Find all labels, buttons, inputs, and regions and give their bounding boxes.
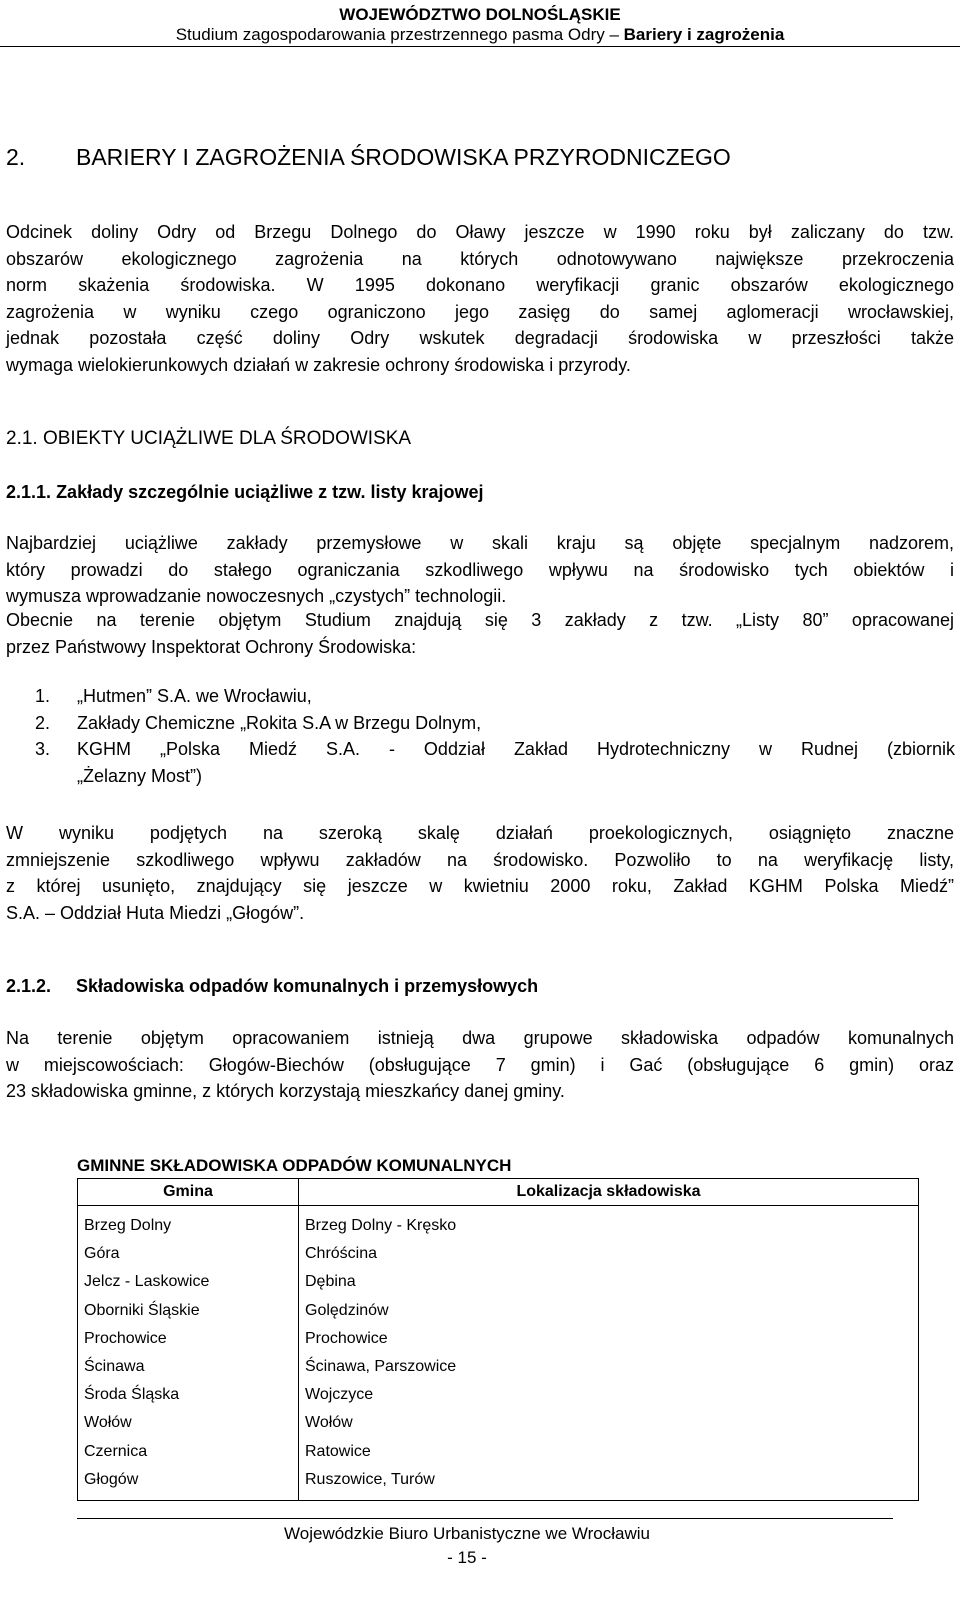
table-cell: Ruszowice, Turów xyxy=(299,1466,919,1501)
section-title: Zakłady szczególnie uciążliwe z tzw. listy krajowej xyxy=(56,482,484,502)
table-cell: Ścinawa, Parszowice xyxy=(299,1353,919,1381)
table-cell: Prochowice xyxy=(78,1325,299,1353)
table-row xyxy=(78,1466,919,1501)
table-cell: Wołów xyxy=(78,1409,299,1437)
table-cell: Jelcz - Laskowice xyxy=(78,1268,299,1296)
text-line: jednak pozostała część doliny Odry wskutek degradacji środowiska w przeszłości także xyxy=(6,328,954,348)
chapter-heading xyxy=(6,143,731,171)
text-line: S.A. – Oddział Huta Miedzi „Głogów”. xyxy=(6,902,305,923)
text-line: W wyniku podjętych na szeroką skalę działań proekologicznych, osiągnięto znaczne xyxy=(6,823,954,843)
section-number: 2.1. xyxy=(6,428,38,449)
text-line: wymusza wprowadzanie nowoczesnych „czystych” technologii. xyxy=(6,586,507,606)
table-cell: Oborniki Śląskie xyxy=(78,1297,299,1325)
section-number: 2.1.2. xyxy=(6,976,52,996)
landfills-table xyxy=(77,1178,919,1501)
paragraph-supervision xyxy=(6,530,954,610)
table-cell: Głogów xyxy=(78,1466,299,1501)
list-text: „Żelazny Most”) xyxy=(77,765,203,786)
table-cell: Golędzinów xyxy=(299,1297,919,1325)
list-item xyxy=(35,683,955,710)
table-title: GMINNE SKŁADOWISKA ODPADÓW KOMUNALNYCH xyxy=(77,1156,512,1175)
table-cell: Chróścina xyxy=(299,1240,919,1268)
text-line: norm skażenia środowiska. W 1995 dokonano weryfikacji granic obszarów ekologicznego xyxy=(6,275,954,295)
list-text: „Hutmen” S.A. we Wrocławiu, xyxy=(77,686,312,706)
table-row xyxy=(78,1353,919,1381)
list-text: KGHM „Polska Miedź S.A. - Oddział Zakład Hydrotechniczny w Rudnej (zbiornik xyxy=(77,739,955,759)
section-2-1-heading xyxy=(6,427,411,451)
table-cell: Dębina xyxy=(299,1268,919,1296)
header-rule xyxy=(0,46,960,47)
header-section: Bariery i zagrożenia xyxy=(623,25,785,44)
chapter-number: 2. xyxy=(6,144,26,170)
paragraph-list-80 xyxy=(6,607,954,660)
table-row xyxy=(78,1268,919,1296)
table-row xyxy=(78,1381,919,1409)
text-line: Odcinek doliny Odry od Brzegu Dolnego do Oławy jeszcze w 1990 roku był zaliczany do tzw. xyxy=(6,222,954,242)
header-region: WOJEWÓDZTWO DOLNOŚLĄSKIE xyxy=(339,5,621,24)
text-line: zagrożenia w wyniku czego ograniczono jego zasięg do samej aglomeracji wrocławskiej, xyxy=(6,301,954,322)
text-line: przez Państwowy Inspektorat Ochrony Środowiska: xyxy=(6,636,417,657)
paragraph-landfills xyxy=(6,1025,954,1105)
header-study-title: Studium zagospodarowania przestrzennego pasma Odry – xyxy=(175,25,619,44)
table-cell: Brzeg Dolny xyxy=(78,1206,299,1241)
column-header-gmina: Gmina xyxy=(78,1179,299,1206)
table-row xyxy=(78,1206,919,1241)
table-cell: Wołów xyxy=(299,1409,919,1437)
table-cell: Czernica xyxy=(78,1438,299,1466)
text-line: obszarów ekologicznego zagrożenia na których odnotowywano największe przekroczenia xyxy=(6,248,954,269)
text-line: który prowadzi do stałego ograniczania szkodliwego wpływu na środowisko tych obiektów i xyxy=(6,559,954,580)
header-study xyxy=(0,24,960,46)
footer-office: Wojewódzkie Biuro Urbanistyczne we Wrocławiu xyxy=(284,1524,650,1543)
table-header-row xyxy=(78,1179,919,1206)
section-number: 2.1.1. xyxy=(6,482,52,502)
table-cell: Wojczyce xyxy=(299,1381,919,1409)
table-cell: Góra xyxy=(78,1240,299,1268)
column-header-location: Lokalizacja składowiska xyxy=(299,1179,919,1206)
table-row xyxy=(78,1438,919,1466)
text-line: Obecnie na terenie objętym Studium znajdują się 3 zakłady z tzw. „Listy 80” opracowanej xyxy=(6,610,954,630)
page-number: - 15 - xyxy=(447,1548,487,1567)
list-item xyxy=(35,710,955,737)
section-2-1-2-heading xyxy=(6,974,538,998)
list-text: Zakłady Chemiczne „Rokita S.A w Brzegu Dolnym, xyxy=(77,712,482,733)
text-line: Na terenie objętym opracowaniem istnieją dwa grupowe składowiska odpadów komunalnych xyxy=(6,1028,954,1048)
text-line: wymaga wielokierunkowych działań w zakresie ochrony środowiska i przyrody. xyxy=(6,354,631,375)
table-cell: Prochowice xyxy=(299,1325,919,1353)
text-line: zmniejszenie szkodliwego wpływu zakładów na środowisko. Pozwoliło to na weryfikację listy, xyxy=(6,849,954,870)
text-line: Najbardziej uciążliwe zakłady przemysłowe w skali kraju są objęte specjalnym nadzorem, xyxy=(6,533,954,553)
table-row xyxy=(78,1297,919,1325)
plants-list xyxy=(35,683,955,789)
table-cell: Ratowice xyxy=(299,1438,919,1466)
section-title: OBIEKTY UCIĄŻLIWE DLA ŚRODOWISKA xyxy=(42,428,412,449)
paragraph-results xyxy=(6,820,954,926)
list-number: 2. xyxy=(35,712,51,733)
table-row xyxy=(78,1409,919,1437)
text-line: 23 składowiska gminne, z których korzystają mieszkańcy danej gminy. xyxy=(6,1081,565,1101)
table-row xyxy=(78,1325,919,1353)
table-cell: Środa Śląska xyxy=(78,1381,299,1409)
footer-rule xyxy=(77,1518,893,1519)
intro-paragraph xyxy=(6,219,954,378)
list-number: 1. xyxy=(35,686,51,706)
table-cell: Ścinawa xyxy=(78,1353,299,1381)
list-number: 3. xyxy=(35,739,51,759)
section-2-1-1-heading xyxy=(6,480,484,504)
chapter-title: BARIERY I ZAGROŻENIA ŚRODOWISKA PRZYRODNICZEGO xyxy=(76,144,731,170)
text-line: z której usunięto, znajdujący się jeszcze w kwietniu 2000 roku, Zakład KGHM Polska Miedź” xyxy=(6,876,954,896)
table-cell: Brzeg Dolny - Kręsko xyxy=(299,1206,919,1241)
list-item xyxy=(35,736,955,789)
section-title: Składowiska odpadów komunalnych i przemysłowych xyxy=(76,976,539,996)
text-line: w miejscowościach: Głogów-Biechów (obsługujące 7 gmin) i Gać (obsługujące 6 gmin) oraz xyxy=(6,1054,954,1075)
table-row xyxy=(78,1240,919,1268)
